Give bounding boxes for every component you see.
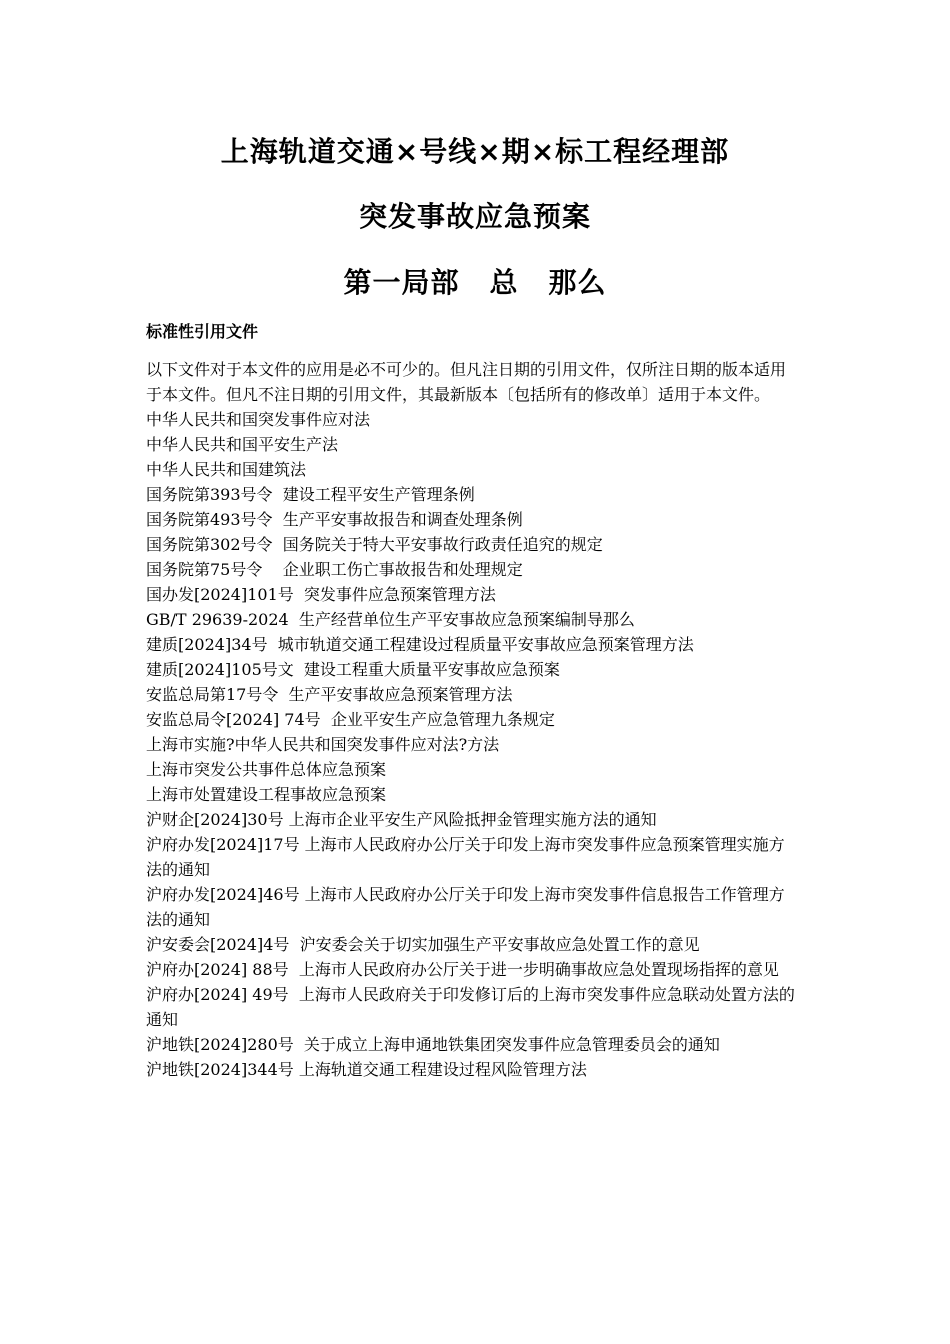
intro-paragraph: 以下文件对于本文件的应用是必不可少的。但凡注日期的引用文件，仅所注日期的版本适用于本文件。但凡不注日期的引用文件，其最新版本〔包括所有的修改单〕适用于本文件。 <box>146 360 787 404</box>
section-body <box>146 357 796 1082</box>
reference-code: 沪府办发[2024]46号 <box>146 885 305 904</box>
reference-item <box>146 657 796 682</box>
reference-code: 建质[2024]34号 <box>146 635 278 654</box>
document-title: 上海轨道交通×号线×期×标工程经理部 <box>220 135 730 168</box>
reference-title: 上海市实施?中华人民共和国突发事件应对法?方法 <box>146 735 500 754</box>
reference-title: 建设工程重大质量平安事故应急预案 <box>303 660 560 679</box>
reference-code: 沪地铁[2024]280号 <box>146 1035 304 1054</box>
reference-title: 上海市人民政府办公厅关于进一步明确事故应急处置现场指挥的意见 <box>298 960 779 979</box>
reference-item <box>146 582 796 607</box>
reference-title: 上海市人民政府办公厅关于印发上海市突发事件信息报告工作管理方法的通知 <box>146 885 785 929</box>
reference-item <box>146 932 796 957</box>
reference-title: 上海市突发公共事件总体应急预案 <box>146 760 387 779</box>
reference-title: 建设工程平安生产管理条例 <box>282 485 475 504</box>
reference-code: 安监总局第17号令 <box>146 685 289 704</box>
reference-code: 沪府办[2024] 49号 <box>146 985 299 1004</box>
reference-title: 城市轨道交通工程建设过程质量平安事故应急预案管理方法 <box>277 635 694 654</box>
reference-item <box>146 432 796 457</box>
reference-title: 企业职工伤亡事故报告和处理规定 <box>282 560 523 579</box>
reference-code: 安监总局令[2024] 74号 <box>146 710 331 729</box>
reference-item <box>146 1057 796 1082</box>
reference-title: 突发事件应急预案管理方法 <box>303 585 496 604</box>
reference-title: 沪安委会关于切实加强生产平安事故应急处置工作的意见 <box>299 935 700 954</box>
reference-code: 沪财企[2024]30号 <box>146 810 289 829</box>
reference-code: 国办发[2024]101号 <box>146 585 304 604</box>
reference-title: 生产经营单位生产平安事故应急预案编制导那么 <box>298 610 635 629</box>
reference-title: 中华人民共和国建筑法 <box>146 460 307 479</box>
part-title-middle: 总 <box>489 266 519 299</box>
reference-title: 上海市人民政府关于印发修订后的上海市突发事件应急联动处置方法的通知 <box>146 985 795 1029</box>
reference-title: 国务院关于特大平安事故行政责任追究的规定 <box>282 535 603 554</box>
reference-list <box>146 407 796 1082</box>
part-title-prefix: 第一局部 <box>343 266 460 299</box>
reference-title: 关于成立上海申通地铁集团突发事件应急管理委员会的通知 <box>303 1035 720 1054</box>
part-title-suffix: 那么 <box>548 266 607 299</box>
reference-title: 上海市处置建设工程事故应急预案 <box>146 785 387 804</box>
reference-item <box>146 557 796 582</box>
reference-item <box>146 957 796 982</box>
reference-title: 上海轨道交通工程建设过程风险管理方法 <box>298 1060 587 1079</box>
document-subtitle: 突发事故应急预案 <box>358 200 591 233</box>
reference-code: 国务院第393号令 <box>146 485 283 504</box>
reference-code: 国务院第75号令 <box>146 560 283 579</box>
reference-item <box>146 882 796 932</box>
reference-title: 生产平安事故应急预案管理方法 <box>288 685 513 704</box>
reference-code: 沪府办发[2024]17号 <box>146 835 305 854</box>
part-title <box>0 266 950 300</box>
reference-item <box>146 757 796 782</box>
reference-item <box>146 682 796 707</box>
reference-title: 上海市企业平安生产风险抵押金管理实施方法的通知 <box>288 810 657 829</box>
reference-item <box>146 532 796 557</box>
reference-code: 国务院第493号令 <box>146 510 283 529</box>
reference-item <box>146 457 796 482</box>
reference-code: 沪安委会[2024]4号 <box>146 935 300 954</box>
reference-code: GB/T 29639-2024 <box>146 610 299 629</box>
reference-item <box>146 782 796 807</box>
reference-item <box>146 807 796 832</box>
section-heading: 标准性引用文件 <box>146 322 259 341</box>
reference-title: 上海市人民政府办公厅关于印发上海市突发事件应急预案管理实施方法的通知 <box>146 835 785 879</box>
reference-title: 企业平安生产应急管理九条规定 <box>330 710 555 729</box>
reference-title: 中华人民共和国突发事件应对法 <box>146 410 371 429</box>
reference-item <box>146 1032 796 1057</box>
reference-item <box>146 407 796 432</box>
reference-item <box>146 832 796 882</box>
reference-code: 国务院第302号令 <box>146 535 283 554</box>
reference-code: 沪地铁[2024]344号 <box>146 1060 299 1079</box>
reference-title: 中华人民共和国平安生产法 <box>146 435 339 454</box>
reference-item <box>146 632 796 657</box>
reference-item <box>146 732 796 757</box>
reference-title: 生产平安事故报告和调查处理条例 <box>282 510 523 529</box>
reference-item <box>146 507 796 532</box>
reference-code: 沪府办[2024] 88号 <box>146 960 299 979</box>
reference-item <box>146 707 796 732</box>
reference-item <box>146 607 796 632</box>
reference-item <box>146 482 796 507</box>
reference-item <box>146 982 796 1032</box>
reference-code: 建质[2024]105号文 <box>146 660 304 679</box>
